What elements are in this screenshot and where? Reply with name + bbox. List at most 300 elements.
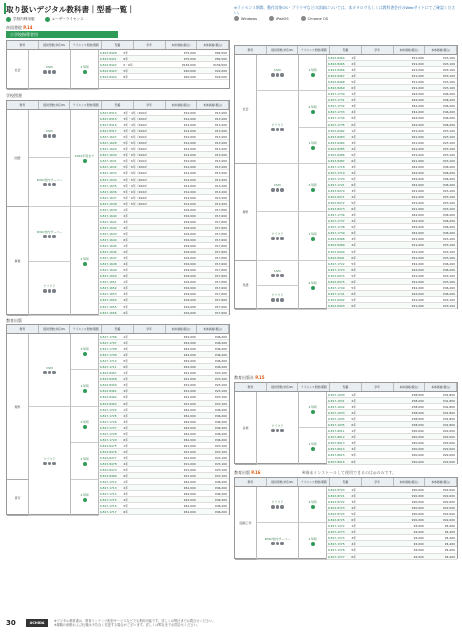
os-ipados (269, 16, 289, 21)
spacer (371, 547, 394, 552)
grade-cell: 5年 (351, 225, 357, 230)
format-label: クラウド (271, 231, 284, 236)
price-cell: ¥21,000 (411, 56, 424, 60)
price-tax-cell: ¥46,200 (214, 347, 227, 352)
spacer (143, 443, 166, 448)
license-cell (71, 370, 99, 407)
format-cell (29, 110, 71, 158)
grade-cell: 6年 (351, 158, 357, 163)
spacer (143, 267, 166, 272)
product-code: K-813-8720 (328, 488, 345, 492)
grade-cell: 6年 (351, 518, 357, 523)
format-cell (257, 392, 299, 465)
grade-cell: 6年 (123, 310, 129, 315)
product-code: K-813-8493 (328, 303, 345, 308)
grade-cell: 6年 (123, 365, 129, 370)
os-badges (43, 70, 56, 74)
spacer (143, 413, 166, 418)
grade-cell: 2年 (351, 494, 357, 499)
legend (6, 17, 84, 22)
school-use-icon (311, 73, 315, 77)
grade-cell: 1年 (351, 393, 357, 397)
grade-cell: 1年 (123, 443, 129, 448)
spacer (371, 428, 394, 433)
format-cell (257, 212, 299, 261)
format-cell (257, 261, 299, 286)
price-tax-cell: ¥82,500 (214, 57, 227, 62)
price-cell: ¥20,000 (411, 435, 424, 440)
price-tax-cell: ¥17,600 (214, 280, 227, 285)
price-tax-cell: ¥13,200 (214, 171, 227, 176)
price-cell: ¥21,000 (411, 62, 424, 67)
product-code: K-817-1933 (328, 411, 345, 416)
product-code: K-813-8490 (328, 249, 345, 254)
grade-cell: 6年 (351, 86, 357, 91)
table-header (235, 478, 457, 487)
product-code: K-817-8314 (100, 111, 117, 115)
license-label: 2022年度まで (74, 153, 95, 158)
spacer (143, 491, 166, 496)
column-header: 教科 (7, 325, 39, 333)
format-label: DVD (274, 68, 281, 73)
license-label: 3年間 (80, 347, 89, 351)
user-license-icon (45, 17, 50, 22)
spacer (371, 103, 394, 108)
price-tax-cell: ¥23,100 (442, 195, 455, 200)
table-header (7, 41, 229, 50)
price-cell: ¥21,000 (411, 243, 424, 248)
grade-cell: 3年 (351, 500, 357, 505)
price-cell: ¥42,000 (183, 353, 196, 358)
column-header: 教科 (235, 46, 267, 54)
spacer (371, 91, 394, 96)
grade-cell: 6年 (351, 122, 357, 127)
price-tax-cell: ¥23,100 (442, 86, 455, 91)
price-tax-cell: ¥46,200 (214, 504, 227, 509)
price-tax-cell: ¥17,600 (214, 310, 227, 315)
product-code: K-813-8489 (328, 243, 345, 248)
subject-label: 英語 (242, 283, 249, 287)
product-code: K-817-8014 (328, 447, 345, 452)
spacer (371, 446, 394, 451)
legend-user-label: ユーザーライセンス (51, 17, 84, 21)
license-cell (299, 55, 327, 91)
grade-cell: 3年 (123, 492, 129, 497)
spacer (371, 218, 394, 223)
grade-cell: 1年 (123, 480, 129, 485)
price-cell: ¥42,000 (183, 407, 196, 412)
grade-cell: 1年 (351, 56, 357, 60)
product-code: K-817-1642 (100, 225, 117, 230)
spacer (143, 461, 166, 466)
license-cell (71, 50, 99, 90)
product-code: K-817-1633 (100, 171, 117, 176)
price-tax-cell: ¥82,500 (214, 51, 227, 55)
price-tax-cell: ¥23,100 (442, 68, 455, 73)
spacer (143, 146, 166, 151)
spacer (143, 394, 166, 399)
price-cell: ¥42,000 (183, 510, 196, 515)
column-header: 提供形態/対応OS (267, 478, 299, 486)
spacer (143, 219, 166, 224)
spacer (143, 170, 166, 175)
product-code: K-813-8469 (328, 86, 345, 91)
format-label: クラウド (271, 122, 284, 127)
format-label: DVD (46, 129, 53, 134)
table-2 (6, 100, 230, 315)
spacer (371, 140, 394, 145)
product-code: K-813-8464 (328, 56, 345, 60)
price-cell: ¥20,000 (183, 69, 196, 74)
product-code: K-817-1706 (100, 335, 117, 339)
grade-cell: 4年 (351, 74, 357, 79)
grade-cell: 5年・6年（2022） (123, 177, 149, 182)
price-cell: ¥16,000 (183, 286, 196, 291)
column-header: ライセンス形態/期間 (70, 325, 102, 333)
school-use-icon (311, 146, 315, 150)
spacer (371, 529, 394, 534)
spacer (371, 115, 394, 120)
price-cell: ¥20,000 (411, 488, 424, 492)
spacer (143, 437, 166, 442)
price-cell: ¥16,000 (183, 237, 196, 242)
price-cell: ¥42,000 (411, 104, 424, 109)
price-tax-cell: ¥17,600 (214, 304, 227, 309)
format-label: DVD/校内サーバー (36, 229, 63, 234)
grade-cell: 3年 (351, 164, 357, 169)
spacer (143, 279, 166, 284)
spacer (371, 392, 394, 397)
grade-cell: 3年 (123, 347, 129, 352)
column-header: 本体価格(税込) (166, 101, 198, 109)
column-header: 本体価格(税込) (394, 383, 426, 391)
spacer (143, 334, 166, 339)
price-tax-cell: ¥46,200 (442, 170, 455, 175)
spacer (371, 146, 394, 151)
spacer (371, 152, 394, 157)
grade-cell: 5年 (123, 231, 129, 236)
product-code: K-813-8474 (328, 273, 345, 278)
product-code: K-817-1650 (100, 274, 117, 279)
price-tax-cell: ¥22,000 (442, 441, 455, 446)
subject-cell (235, 164, 257, 261)
grade-cell: 3年・4年（2022） (123, 117, 149, 122)
subject-cell (7, 334, 29, 480)
school-use-icon (311, 237, 315, 241)
school-use-icon (83, 159, 87, 163)
price-cell: ¥12,000 (183, 111, 196, 115)
grade-cell: 1年 (123, 407, 129, 412)
license-label: 1年間 (80, 256, 89, 261)
product-code: K-817-1727 (100, 425, 117, 430)
spacer (371, 452, 394, 457)
product-code: K-817-1737 (328, 219, 345, 224)
product-code: K-817-1709 (100, 353, 117, 358)
footer-note-1: ※デジタル教科書は、教育コンテンツ配信サービスなどでも利用可能です。詳しくは弊社までお問合せください。 (54, 619, 216, 623)
format-label: DVD/校内サーバー (36, 177, 63, 182)
product-code: K-813-8470 (328, 189, 345, 194)
grade-cell: 1年 (351, 524, 357, 529)
spacer (371, 511, 394, 516)
column-header: 型番 (330, 46, 362, 54)
spacer (371, 67, 394, 72)
spacer (143, 473, 166, 478)
grade-cell: 5年 (351, 285, 357, 290)
table-5-rows (327, 392, 457, 463)
spacer (143, 291, 166, 296)
grade-cell: 6年 (351, 182, 357, 187)
price-tax-cell: ¥23,100 (442, 152, 455, 157)
spacer (143, 304, 166, 309)
spacer (143, 364, 166, 369)
price-cell: ¥21,000 (411, 86, 424, 91)
spacer (371, 273, 394, 278)
grade-cell: 4年 (351, 542, 357, 547)
format-cell (29, 158, 71, 207)
spacer (371, 230, 394, 235)
price-cell: ¥12,000 (183, 129, 196, 134)
spacer (371, 109, 394, 114)
spacer (143, 213, 166, 218)
license-cell (71, 334, 99, 370)
os-badges (43, 371, 56, 375)
grade-cell: 4年 (351, 146, 357, 151)
school-use-icon (83, 389, 87, 393)
column-header: 教科 (235, 383, 267, 391)
grade-cell: 2年 (123, 250, 129, 255)
publisher-e-note: ※端末インストールして使用できるのは◎のみです。 (301, 470, 397, 475)
column-header: 教科 (7, 41, 39, 49)
os-badges (271, 237, 284, 241)
format-cell (29, 407, 71, 516)
grade-cell: 5年 (351, 176, 357, 181)
price-tax-cell: ¥4,400 (444, 530, 455, 535)
product-code: K-813-8722 (328, 500, 345, 505)
product-code: K-817-1935 (328, 423, 345, 428)
license-cell (71, 443, 99, 480)
product-code: K-813-8721 (328, 494, 345, 499)
price-tax-cell: ¥23,100 (214, 468, 227, 473)
grade-cell: 5年・6年（2022） (123, 159, 149, 164)
price-tax-cell: ¥13,200 (214, 117, 227, 122)
product-code: K-817-1627 (100, 135, 117, 140)
price-tax-cell: ¥46,200 (442, 164, 455, 169)
spacer (143, 183, 166, 188)
spacer (371, 242, 394, 247)
license-cell (299, 91, 327, 128)
price-tax-cell: ¥23,100 (442, 273, 455, 278)
table-4-rows (327, 55, 457, 308)
format-cell (257, 523, 299, 560)
spacer (371, 554, 394, 559)
spacer (143, 503, 166, 508)
grade-cell: 5年・6年（2022） (123, 195, 149, 200)
product-code: K-817-1708 (100, 347, 117, 352)
spacer (371, 434, 394, 439)
price-tax-cell: ¥23,100 (442, 189, 455, 194)
subject-cell (235, 487, 257, 560)
table-6-rows (327, 487, 457, 558)
grade-cell: 6年 (123, 237, 129, 242)
grade-cell: 6年 (351, 207, 357, 212)
price-cell: ¥16,000 (183, 207, 196, 212)
price-cell: ¥16,000 (183, 231, 196, 236)
product-code: K-817-1710 (100, 359, 117, 364)
price-tax-cell: ¥17,600 (214, 256, 227, 261)
license-label: 1年間 (80, 456, 89, 461)
column-header: 本体価格(税込) (166, 41, 198, 49)
product-code: K-817-1638 (100, 201, 117, 206)
price-tax-cell: ¥23,100 (214, 371, 227, 376)
price-tax-cell: ¥17,600 (214, 207, 227, 212)
grade-cell: 3年 (351, 189, 357, 194)
price-cell: ¥21,000 (411, 68, 424, 73)
column-header: 提供形態/対応OS (267, 383, 299, 391)
spacer (143, 261, 166, 266)
price-tax-cell: ¥46,200 (214, 353, 227, 358)
price-tax-cell: ¥46,200 (214, 480, 227, 485)
price-cell: ¥16,000 (183, 244, 196, 249)
price-cell: ¥42,000 (411, 170, 424, 175)
price-cell: ¥21,000 (411, 273, 424, 278)
spacer (143, 376, 166, 381)
spacer (143, 497, 166, 502)
price-cell: ¥42,000 (411, 261, 424, 266)
product-code: K-817-1646 (100, 250, 117, 255)
price-cell: ¥21,000 (411, 297, 424, 302)
grade-cell: 6年 (123, 75, 129, 80)
spacer (371, 188, 394, 193)
column-header: 学年 (362, 383, 394, 391)
spacer (143, 189, 166, 194)
grade-cell: 5年 (351, 152, 357, 157)
spacer (143, 479, 166, 484)
column-header: 学年 (134, 41, 166, 49)
spacer (143, 425, 166, 430)
product-code: K-813-8479 (100, 468, 117, 473)
price-tax-cell: ¥23,100 (214, 389, 227, 394)
price-cell: ¥21,000 (183, 383, 196, 388)
product-code: K-813-8475 (328, 279, 345, 284)
product-code: K-813-8491 (328, 255, 345, 260)
subject-label: 社会 (14, 67, 21, 72)
price-cell: ¥42,000 (411, 231, 424, 236)
grade-cell: 6年 (351, 255, 357, 260)
price-cell: ¥16,000 (183, 225, 196, 230)
price-tax-cell: ¥46,200 (442, 104, 455, 109)
price-cell: ¥21,000 (183, 468, 196, 473)
product-code: K-817-8315 (100, 117, 117, 122)
os-windows-label: Windows (241, 16, 258, 21)
price-cell: ¥21,000 (411, 303, 424, 308)
price-cell: ¥42,000 (183, 341, 196, 346)
format-label: クラウド (271, 423, 284, 428)
price-cell: ¥42,000 (183, 413, 196, 418)
price-cell: ¥16,000 (183, 256, 196, 261)
grade-cell: 6年 (123, 401, 129, 406)
price-cell: ¥42,000 (183, 486, 196, 491)
price-tax-cell: ¥22,000 (442, 518, 455, 523)
price-tax-cell: ¥46,200 (442, 122, 455, 127)
grade-cell: 5年 (123, 51, 129, 55)
license-label: 2年間 (308, 183, 317, 187)
license-label: 2年間 (80, 493, 89, 497)
price-tax-cell: ¥17,600 (214, 292, 227, 297)
grade-cell: 2年 (123, 213, 129, 218)
os-badges (271, 542, 284, 546)
product-code: K-817-1932 (328, 405, 345, 410)
price-tax-cell: ¥17,600 (214, 250, 227, 255)
product-code: K-813-8424 (100, 75, 117, 80)
product-code: K-817-1732 (328, 104, 345, 109)
price-cell: ¥42,000 (183, 359, 196, 364)
price-cell: ¥20,000 (411, 459, 424, 464)
price-tax-cell: ¥4,400 (444, 554, 455, 559)
price-cell: ¥42,000 (411, 182, 424, 187)
price-tax-cell: ¥23,100 (442, 243, 455, 248)
subject-cell (7, 110, 29, 207)
product-code: K-817-1718 (328, 164, 345, 169)
spacer (143, 225, 166, 230)
spacer (371, 487, 394, 492)
grade-cell: 4年 (123, 262, 129, 267)
grade-cell: 5年 (351, 297, 357, 302)
price-tax-cell: ¥23,100 (442, 249, 455, 254)
grade-cell: 5年 (123, 69, 129, 74)
os-badges (43, 134, 56, 138)
price-cell: ¥12,000 (183, 117, 196, 122)
format-label: DVD (46, 65, 53, 70)
license-cell (299, 428, 327, 465)
product-code: K-813-8723 (328, 506, 345, 511)
spacer (371, 61, 394, 66)
license-cell (71, 407, 99, 443)
product-code: K-817-1655 (100, 304, 117, 309)
price-cell: ¥21,000 (411, 189, 424, 194)
price-tax-cell: ¥13,200 (214, 123, 227, 128)
table-header (235, 46, 457, 55)
grade-cell: 5年 (351, 548, 357, 553)
spacer (371, 79, 394, 84)
grade-cell: 6年 (351, 231, 357, 236)
school-use-icon (311, 286, 315, 290)
grade-cell: 4年 (123, 389, 129, 394)
price-tax-cell: ¥17,600 (214, 298, 227, 303)
spacer (371, 422, 394, 427)
publisher-d-name: 教育出版社 (234, 375, 254, 380)
table-row (99, 509, 229, 515)
product-code: K-817-1651 (100, 280, 117, 285)
publisher-e-page: P.16 (251, 470, 261, 475)
column-header: 学年 (362, 478, 394, 486)
product-code: K-817-1653 (100, 292, 117, 297)
column-header: 本体価格(税込) (394, 478, 426, 486)
price-cell: ¥12,000 (183, 135, 196, 140)
product-code: K-817-1735 (328, 122, 345, 127)
spacer (371, 291, 394, 296)
price-cell: ¥4,000 (413, 524, 424, 529)
product-code: K-813-8478 (100, 461, 117, 466)
product-code: K-817-1719 (328, 170, 345, 175)
price-tax-cell: ¥46,200 (442, 267, 455, 272)
price-tax-cell: ¥22,000 (442, 435, 455, 440)
price-tax-cell: ¥23,100 (442, 303, 455, 308)
grade-cell: 1年 (123, 280, 129, 285)
grade-cell: 2年 (123, 286, 129, 291)
grade-cell: 1年 (123, 244, 129, 249)
price-cell: ¥21,000 (183, 377, 196, 382)
column-header: 型番 (102, 101, 134, 109)
